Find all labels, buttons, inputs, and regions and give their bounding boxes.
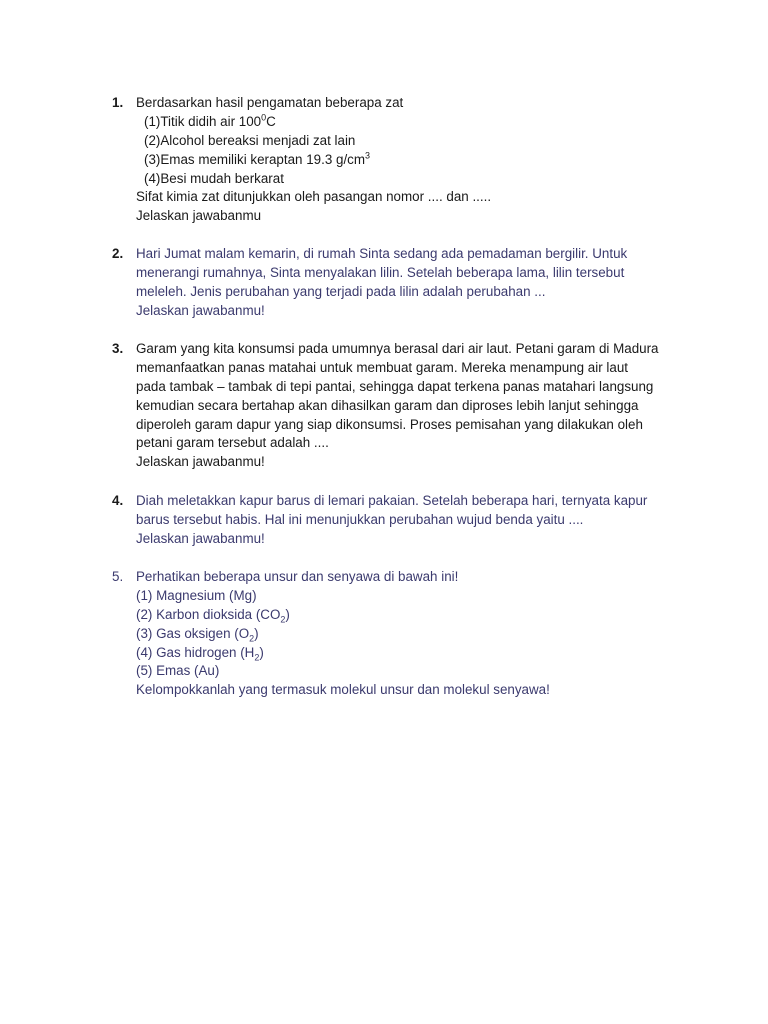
list-item: (3) Gas oksigen $(O_2)$ [136,625,259,644]
question-body [136,94,676,226]
list-item: (1)Titik didih air $100^0C$ [144,112,276,129]
question-number: 2. [112,246,124,261]
list-item: (3)Emas memiliki keraptan 19.3 $g/cm^3$ [144,150,371,167]
question-line: barus tersebut habis. Hal ini menunjukkan perubahan wujud benda yaitu .... [136,511,584,527]
question-intro: Berdasarkan hasil pengamatan beberapa zat [136,95,404,110]
question-body [136,340,676,472]
question-number: 5. [112,569,124,584]
question-number: 1. [112,95,124,110]
question-body [136,492,676,549]
question-number: 3. [112,341,124,356]
question-line: Garam yang kita konsumsi pada umumnya berasal dari air laut. Petani garam di Madura [136,341,659,356]
question-line: kemudian secara bertahap akan dihasilkan garam dan diproses lebih lanjut sehingga [136,397,639,413]
question-number: 4. [112,493,124,508]
question-body [136,245,676,321]
question-line: diperoleh garam dapur yang siap dikonsumsi. Proses pemisahan yang dilakukan oleh [136,416,643,432]
question-line: meleleh. Jenis perubahan yang terjadi pada lilin adalah perubahan ... [136,283,546,299]
list-item: (4) Gas hidrogen $(H_2)$ [136,644,264,663]
question-line: Hari Jumat malam kemarin, di rumah Sinta sedang ada pemadaman bergilir. Untuk [136,246,628,261]
list-item: (4)Besi mudah berkarat [144,170,284,186]
question-instruction: Jelaskan jawabanmu! [136,302,265,318]
list-item: (5) Emas (Au) [136,663,220,679]
question-instruction: Jelaskan jawabanmu! [136,530,265,546]
question-line: menerangi rumahnya, Sinta menyalakan lilin. Setelah beberapa lama, lilin tersebut [136,264,625,280]
question-intro: Perhatikan beberapa unsur dan senyawa di bawah ini! [136,569,459,584]
list-item: (2)Alcohol bereaksi menjadi zat lain [144,132,356,148]
question-line: petani garam tersebut adalah .... [136,435,329,451]
question-instruction: Kelompokkanlah yang termasuk molekul unsur dan molekul senyawa! [136,682,550,698]
question-line: pada tambak – tambak di tepi pantai, sehingga dapat terkena panas matahari langsung [136,378,654,394]
list-item: (1) Magnesium (Mg) [136,587,257,603]
question-body [136,568,676,700]
list-item: (2) Karbon dioksida $(CO_2)$ [136,606,290,625]
question-instruction: Jelaskan jawabanmu [136,208,262,224]
question-line: memanfaatkan panas matahai untuk membuat garam. Mereka menampung air laut [136,359,628,375]
question-instruction: Jelaskan jawabanmu! [136,454,265,470]
question-line: Diah meletakkan kapur barus di lemari pakaian. Setelah beberapa hari, ternyata kapur [136,493,648,508]
question-text: Sifat kimia zat ditunjukkan oleh pasangan nomor .... dan ..... [136,189,492,205]
